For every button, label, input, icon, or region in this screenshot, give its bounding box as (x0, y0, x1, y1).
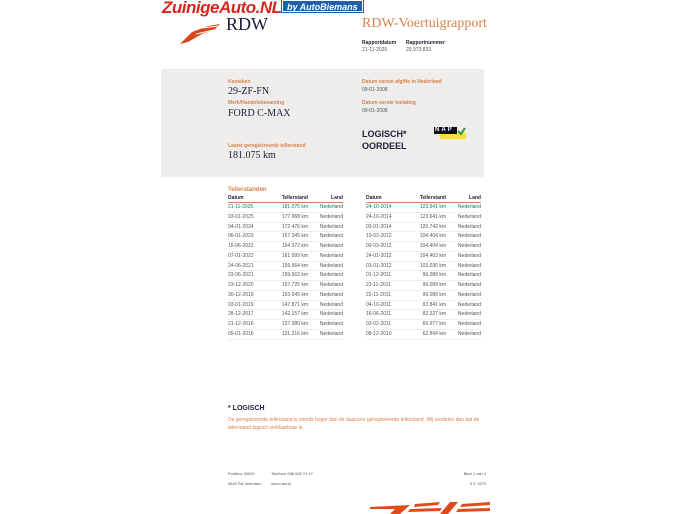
table-row (228, 262, 343, 272)
cell-date: 16-06-2011 (366, 311, 392, 318)
cell-country: Nederland (457, 233, 481, 240)
cell-odometer: 99.089 km (422, 272, 446, 279)
make: FORD C-MAX (228, 108, 291, 119)
cell-date: 03-01-2019 (228, 301, 254, 308)
cell-odometer: 172.476 km (281, 223, 308, 230)
cell-date: 05-01-2016 (228, 330, 254, 337)
cell-odometer: 142.157 km (281, 311, 308, 318)
cell-odometer: 82.327 km (422, 311, 446, 318)
cell-odometer: 62.894 km (422, 330, 446, 337)
report-date-label: Rapportdatum (362, 40, 397, 46)
cell-country: Nederland (457, 272, 481, 279)
table-row (228, 242, 343, 252)
cell-date: 04-10-2011 (366, 301, 392, 308)
cell-odometer: 181.075 km (281, 204, 308, 210)
cell-date: 04-01-2024 (228, 223, 254, 230)
cell-country: Nederland (319, 321, 343, 327)
cell-odometer: 164.372 km (281, 243, 308, 249)
table-row (228, 301, 343, 311)
plate-label: Kenteken (228, 79, 251, 85)
cell-date: 28-12-2017 (228, 311, 254, 318)
cell-country: Nederland (457, 204, 481, 210)
table-row (366, 223, 481, 233)
cell-date: 24-01-2012 (366, 252, 392, 259)
table-row (366, 213, 481, 223)
cell-country: Nederland (319, 272, 343, 279)
verdict-line-2: OORDEEL (362, 141, 407, 151)
plate: 29-ZF-FN (228, 86, 270, 97)
report-number: 29.973.833 (406, 47, 432, 53)
nap-label: NAP (434, 127, 457, 134)
check-icon (457, 127, 466, 135)
first-nl: 09-01-2008 (362, 87, 388, 93)
cell-country: Nederland (319, 213, 343, 220)
cell-country: Nederland (319, 243, 343, 249)
cell-odometer: 93.841 km (422, 301, 446, 308)
cell-country: Nederland (319, 252, 343, 259)
report-number-label: Rapportnummer (406, 40, 445, 46)
cell-country: Nederland (319, 262, 343, 269)
cell-date: 24-10-2014 (366, 204, 392, 210)
rdw-stripes-icon (370, 499, 490, 514)
cell-country: Nederland (457, 282, 481, 288)
cell-date: 06-01-2023 (228, 233, 254, 240)
table-row (366, 320, 481, 330)
col-odometer: Tellerstand (281, 195, 308, 201)
cell-country: Nederland (319, 330, 343, 337)
cell-odometer: 159.563 km (281, 272, 308, 279)
make-label: Merk/Handelsbenaming (228, 100, 285, 106)
cell-country: Nederland (319, 311, 343, 318)
footer-page: Blad 1 van 4 (463, 471, 486, 476)
page-title: RDW-Voertuigrapport (362, 16, 487, 31)
col-country: Land (469, 195, 481, 201)
cell-date: 01-12-2011 (366, 272, 392, 279)
cell-date: 24-06-2021 (228, 262, 254, 269)
first-nl-label: Datum eerste afgifte in Nederland (362, 79, 442, 85)
cell-date: 22-11-2011 (366, 291, 391, 298)
cell-country: Nederland (319, 223, 343, 230)
footer-pobox: Postbus 30000 (228, 471, 255, 476)
cell-country: Nederland (319, 282, 343, 288)
col-date: Datum (228, 195, 244, 201)
cell-country: Nederland (457, 311, 481, 318)
cell-odometer: 99.089 km (422, 282, 446, 288)
report-date: 21-11-2025 (362, 47, 388, 53)
table-row (366, 301, 481, 311)
cell-date: 02-01-2014 (366, 223, 392, 230)
cell-country: Nederland (319, 291, 343, 298)
col-date: Datum (366, 195, 382, 201)
cell-date: 09-03-2012 (366, 243, 392, 249)
table-row (366, 262, 481, 272)
cell-odometer: 69.977 km (422, 321, 446, 327)
cell-date: 23-11-2011 (366, 282, 391, 288)
cell-date: 08-12-2010 (366, 330, 392, 337)
cell-odometer: 104.404 km (419, 233, 446, 240)
col-country: Land (331, 195, 343, 201)
table-row (228, 223, 343, 233)
table-row (366, 232, 481, 242)
cell-odometer: 167.345 km (281, 233, 308, 240)
last-odometer: 181.075 km (228, 150, 276, 161)
table-row (366, 330, 481, 340)
cell-country: Nederland (457, 330, 481, 337)
cell-country: Nederland (457, 243, 481, 249)
odometer-table-right (366, 195, 481, 340)
cell-odometer: 157.725 km (281, 282, 308, 288)
table-row (366, 242, 481, 252)
cell-country: Nederland (457, 252, 481, 259)
cell-odometer: 161.999 km (281, 252, 308, 259)
footer-phone: Telefoon 088 008 74 47 (271, 471, 313, 476)
table-row (366, 252, 481, 262)
rdw-org: RDW (226, 14, 268, 34)
cell-odometer: 104.404 km (419, 243, 446, 249)
cell-odometer: 153.545 km (281, 291, 308, 298)
cell-odometer: 123.641 km (419, 213, 446, 220)
last-odometer-label: Laatst geregistreerde tellerstand (228, 143, 306, 149)
cell-country: Nederland (457, 301, 481, 308)
cell-odometer: 123.641 km (419, 204, 446, 210)
cell-date: 07-01-2022 (228, 252, 254, 259)
note-text: De geregistreerde tellerstand is steeds hoger dan de daarvoor geregistreerde tellerstand. Wij oordelen dan dat de tellerstand logisch verklaarbaar is. (228, 417, 480, 431)
col-odometer: Tellerstand (419, 195, 446, 201)
cell-odometer: 159.564 km (281, 262, 308, 269)
rdw-logo-icon (178, 22, 222, 46)
table-row (228, 232, 343, 242)
odometer-table-left (228, 195, 343, 340)
footer-city: 9640 RA Veendam (228, 481, 262, 486)
note-title: * LOGISCH (228, 405, 265, 412)
table-row (228, 310, 343, 320)
table-row (228, 203, 343, 213)
table-row (366, 291, 481, 301)
cell-country: Nederland (319, 301, 343, 308)
cell-country: Nederland (457, 262, 481, 269)
cell-odometer: 120.742 km (419, 223, 446, 230)
brand-logo: ZuinigeAuto.NL (162, 0, 282, 17)
table-row (366, 271, 481, 281)
cell-date: 24-10-2014 (366, 213, 392, 220)
cell-odometer: 131.316 km (281, 330, 308, 337)
cell-country: Nederland (457, 321, 481, 327)
cell-country: Nederland (457, 223, 481, 230)
footer-code: 3 E 1679 (469, 481, 486, 486)
table-row (228, 291, 343, 301)
table-row (366, 203, 481, 213)
cell-odometer: 137.380 km (281, 321, 308, 327)
cell-date: 03-02-2011 (366, 321, 392, 327)
cell-date: 16-06-2022 (228, 243, 254, 249)
cell-date: 23-06-2021 (228, 272, 254, 279)
cell-odometer: 103.030 km (419, 262, 446, 269)
cell-date: 03-01-2012 (366, 262, 392, 269)
vehicle-summary-panel (161, 69, 484, 177)
table-title: Tellerstanden (228, 187, 267, 193)
cell-odometer: 147.871 km (281, 301, 308, 308)
footer-web[interactable]: www.rdw.nl (271, 481, 292, 486)
first-admission-label: Datum eerste toelating (362, 100, 416, 106)
cell-date: 21-12-2016 (228, 321, 254, 327)
table-row (228, 330, 343, 340)
brand-badge: by AutoBiemans (282, 0, 363, 12)
table-row (228, 320, 343, 330)
cell-date: 10-03-2012 (366, 233, 392, 240)
table-row (228, 271, 343, 281)
verdict-line-1: LOGISCH* (362, 129, 407, 139)
table-row (228, 213, 343, 223)
cell-date: 21-11-2025 (228, 204, 254, 210)
cell-odometer: 104.403 km (419, 252, 446, 259)
cell-date: 03-01-2025 (228, 213, 254, 220)
first-admission: 09-01-2008 (362, 108, 388, 114)
nap-logo (434, 127, 466, 140)
cell-date: 30-12-2019 (228, 291, 254, 298)
cell-country: Nederland (319, 204, 343, 210)
cell-country: Nederland (457, 291, 481, 298)
cell-odometer: 99.089 km (422, 291, 446, 298)
table-row (228, 281, 343, 291)
cell-odometer: 177.968 km (281, 213, 308, 220)
table-row (366, 281, 481, 291)
cell-date: 23-12-2020 (228, 282, 254, 288)
table-row (366, 310, 481, 320)
cell-country: Nederland (457, 213, 481, 220)
table-row (228, 252, 343, 262)
cell-country: Nederland (319, 233, 343, 240)
